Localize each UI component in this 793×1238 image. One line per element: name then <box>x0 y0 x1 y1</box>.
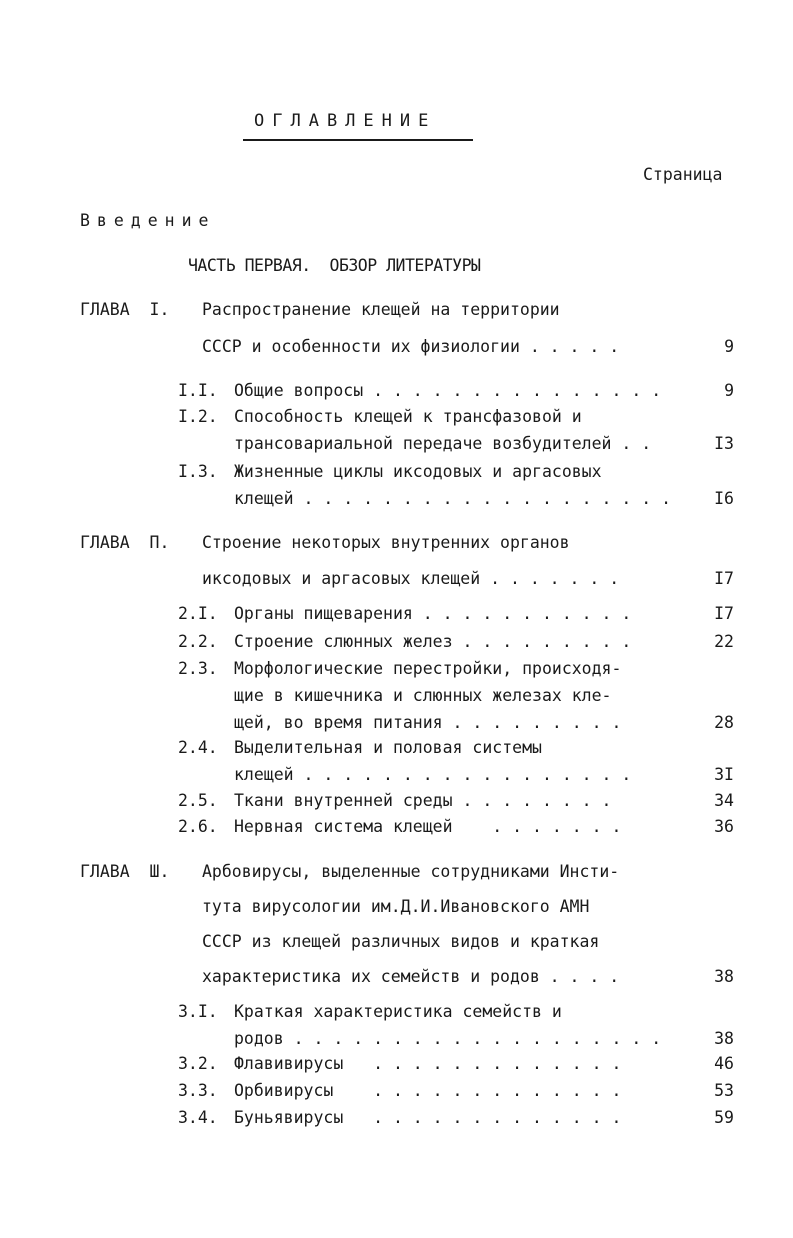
section-title-line: Буньявирусы . . . . . . . . . . . . . <box>234 1108 622 1127</box>
section-number: 2.2. <box>178 632 218 651</box>
section-page-number: 36 <box>714 817 734 836</box>
chapter-title-line: Арбовирусы, выделенные сотрудниками Инсти- <box>202 862 620 881</box>
section-number: 2.I. <box>178 604 218 623</box>
section-page-number: 53 <box>714 1081 734 1100</box>
section-title-line: Выделительная и половая системы <box>234 738 542 757</box>
section-page-number: 59 <box>714 1108 734 1127</box>
section-number: 3.3. <box>178 1081 218 1100</box>
section-number: I.2. <box>178 407 218 426</box>
section-number: I.3. <box>178 462 218 481</box>
chapter-title-line: тута вирусологии им.Д.И.Ивановского АМН <box>202 897 590 916</box>
section-title-line: Органы пищеварения . . . . . . . . . . . <box>234 604 632 623</box>
section-number: 2.6. <box>178 817 218 836</box>
section-title-line: Способность клещей к трансфазовой и <box>234 407 582 426</box>
section-title-line: Жизненные циклы иксодовых и аргасовых <box>234 462 602 481</box>
section-title-line: щие в кишечника и слюнных железах кле- <box>234 686 612 705</box>
introduction-heading: Введение <box>80 211 216 230</box>
page-column-label: Страница <box>643 165 723 184</box>
chapter-title-line: Распространение клещей на территории <box>202 300 560 319</box>
section-page-number: 34 <box>714 791 734 810</box>
chapter-title-line: иксодовых и аргасовых клещей . . . . . . . <box>202 569 620 588</box>
section-title-line: Орбивирусы . . . . . . . . . . . . . <box>234 1081 622 1100</box>
section-number: 2.5. <box>178 791 218 810</box>
toc-title: ОГЛАВЛЕНИЕ <box>254 111 437 131</box>
section-page-number: 46 <box>714 1054 734 1073</box>
section-title-line: Ткани внутренней среды . . . . . . . . <box>234 791 612 810</box>
section-page-number: 9 <box>724 381 734 400</box>
section-title-line: трансовариальной передаче возбудителей . . <box>234 434 652 453</box>
section-title-line: клещей . . . . . . . . . . . . . . . . . . . <box>234 489 672 508</box>
section-title-line: Нервная система клещей . . . . . . . <box>234 817 622 836</box>
chapter-label: ГЛАВА Ш. <box>80 862 170 881</box>
chapter-title-line: СССР и особенности их физиологии . . . . . <box>202 337 620 356</box>
title-underline <box>243 139 473 141</box>
section-title-line: Общие вопросы . . . . . . . . . . . . . . . <box>234 381 662 400</box>
section-page-number: I6 <box>714 489 734 508</box>
section-page-number: 3I <box>714 765 734 784</box>
section-number: 2.3. <box>178 659 218 678</box>
chapter-title-line: СССР из клещей различных видов и краткая <box>202 932 600 951</box>
chapter-title-line: Строение некоторых внутренних органов <box>202 533 570 552</box>
section-title-line: Строение слюнных желез . . . . . . . . . <box>234 632 632 651</box>
section-title-line: родов . . . . . . . . . . . . . . . . . . . <box>234 1029 662 1048</box>
section-page-number: 22 <box>714 632 734 651</box>
section-title-line: клещей . . . . . . . . . . . . . . . . . <box>234 765 632 784</box>
chapter-label: ГЛАВА I. <box>80 300 170 319</box>
section-title-line: щей, во время питания . . . . . . . . . <box>234 713 622 732</box>
section-title-line: Морфологические перестройки, происходя- <box>234 659 622 678</box>
section-page-number: 38 <box>714 1029 734 1048</box>
section-title-line: Краткая характеристика семейств и <box>234 1002 562 1021</box>
chapter-page-number: 38 <box>714 967 734 986</box>
section-title-line: Флавивирусы . . . . . . . . . . . . . <box>234 1054 622 1073</box>
chapter-page-number: 9 <box>724 337 734 356</box>
section-page-number: I7 <box>714 604 734 623</box>
chapter-page-number: I7 <box>714 569 734 588</box>
section-number: 3.4. <box>178 1108 218 1127</box>
chapter-title-line: характеристика их семейств и родов . . . . <box>202 967 620 986</box>
section-page-number: I3 <box>714 434 734 453</box>
section-number: I.I. <box>178 381 218 400</box>
part-heading: ЧАСТЬ ПЕРВАЯ. ОБЗОР ЛИТЕРАТУРЫ <box>188 256 481 275</box>
chapter-label: ГЛАВА П. <box>80 533 170 552</box>
section-number: 3.I. <box>178 1002 218 1021</box>
section-page-number: 28 <box>714 713 734 732</box>
section-number: 2.4. <box>178 738 218 757</box>
section-number: 3.2. <box>178 1054 218 1073</box>
